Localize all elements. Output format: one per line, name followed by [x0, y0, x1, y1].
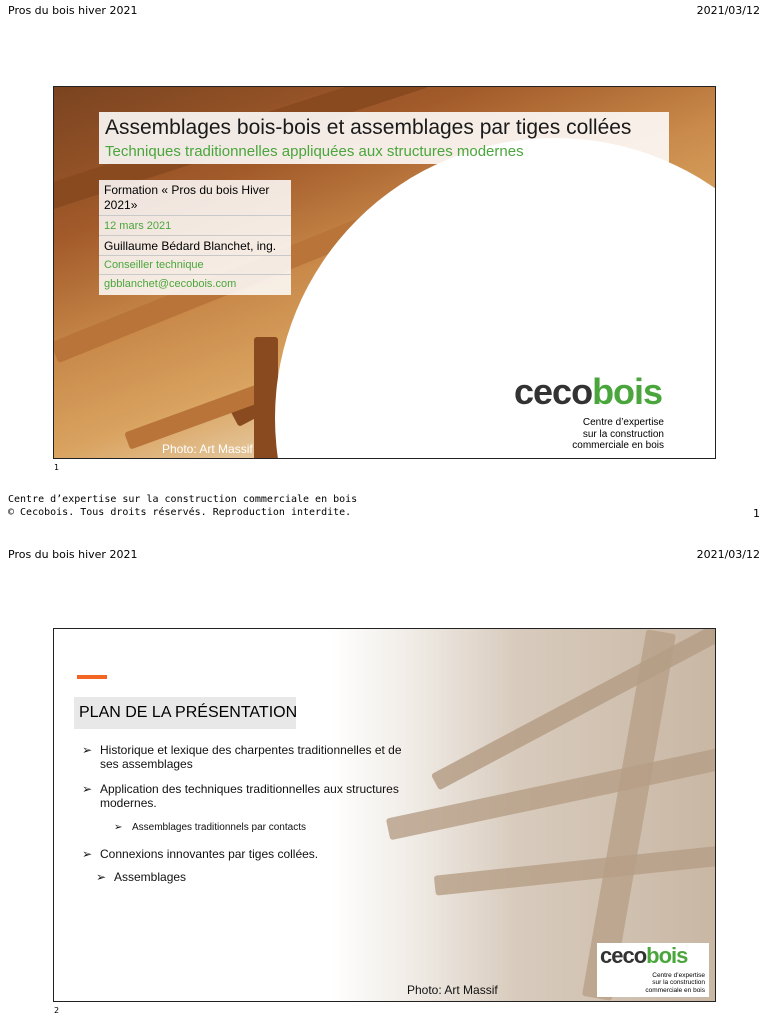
slide-2 — [53, 628, 716, 1002]
slide-subtitle: Techniques traditionnelles appliquées aux structures modernes — [105, 143, 524, 160]
page1-header-right: 2021/03/12 — [696, 4, 760, 17]
page2-slide-number: 2 — [54, 1006, 60, 1015]
photo-credit: Photo: Art Massif — [407, 983, 498, 997]
page2-header-left: Pros du bois hiver 2021 — [8, 548, 138, 561]
logo-tagline-line: sur la construction — [582, 428, 664, 440]
logo-word-ceco: ceco — [514, 371, 593, 412]
logo-wordmark — [514, 371, 662, 413]
bullet-text: Assemblages — [114, 870, 187, 884]
bullet-text: Historique et lexique des charpentes traditionnelles et de — [100, 743, 402, 757]
arrowhead-bullet-icon: ➢ — [82, 743, 93, 757]
logo-tagline-line: sur la construction — [652, 979, 705, 987]
divider — [99, 215, 291, 216]
logo-word-bois: bois — [646, 943, 688, 968]
arrowhead-bullet-icon: ➢ — [82, 782, 93, 796]
logo-wordmark — [600, 943, 687, 969]
bullet-text: Assemblages traditionnels par contacts — [132, 822, 306, 833]
info-box — [99, 180, 291, 295]
sub-bullet-item — [96, 870, 396, 884]
logo-tagline — [572, 417, 664, 452]
slide-title: Assemblages bois-bois et assemblages par tiges collées — [105, 116, 632, 139]
bullet-item — [82, 847, 422, 861]
bullet-item — [82, 782, 422, 810]
logo-tagline — [645, 972, 705, 994]
divider — [99, 255, 291, 256]
footer-page-number: 1 — [753, 507, 760, 520]
footer-line1: Centre d’expertise sur la construction commerciale en bois — [8, 494, 358, 505]
divider — [99, 274, 291, 275]
bullet-text: Application des techniques traditionnelles aux structures — [100, 782, 399, 796]
presentation-date: 12 mars 2021 — [104, 220, 172, 232]
cecobois-logo — [509, 367, 714, 457]
formation-line2: 2021» — [104, 198, 138, 212]
slide-title: PLAN DE LA PRÉSENTATION — [74, 697, 296, 729]
footer-line2: © Cecobois. Tous droits réservés. Reproduction interdite. — [8, 507, 352, 518]
arrowhead-bullet-icon: ➢ — [114, 822, 123, 833]
logo-word-ceco: ceco — [600, 943, 647, 968]
arrowhead-bullet-icon: ➢ — [96, 870, 107, 884]
presenter-email: gbblanchet@cecobois.com — [104, 278, 237, 290]
logo-tagline-line: Centre d’expertise — [582, 417, 664, 428]
page1-slide-number: 1 — [54, 463, 60, 472]
page1-header-left: Pros du bois hiver 2021 — [8, 4, 138, 17]
bullet-text: ses assemblages — [100, 757, 193, 771]
bullet-item — [82, 743, 422, 771]
logo-tagline-line: commerciale en bois — [572, 440, 664, 451]
title-accent-bar — [77, 675, 107, 679]
page2-header-right: 2021/03/12 — [696, 548, 760, 561]
wood-post — [254, 337, 278, 459]
divider — [99, 235, 291, 236]
wood-beam — [434, 842, 716, 895]
presenter-name: Guillaume Bédard Blanchet, ing. — [104, 239, 277, 253]
photo-credit: Photo: Art Massif — [162, 442, 253, 456]
arrowhead-bullet-icon: ➢ — [82, 847, 93, 861]
wood-beam — [386, 740, 716, 841]
bullet-text: modernes. — [100, 796, 157, 810]
slide-1 — [53, 86, 716, 459]
cecobois-logo — [597, 943, 709, 997]
presenter-role: Conseiller technique — [104, 259, 204, 271]
logo-tagline-line: Centre d’expertise — [652, 972, 705, 979]
title-box — [99, 112, 669, 164]
bullet-text: Connexions innovantes par tiges collées. — [100, 847, 319, 861]
formation-line1: Formation « Pros du bois Hiver — [104, 183, 270, 197]
logo-word-bois: bois — [592, 371, 663, 412]
sub-bullet-item — [114, 822, 414, 833]
logo-tagline-line: commerciale en bois — [645, 986, 705, 994]
